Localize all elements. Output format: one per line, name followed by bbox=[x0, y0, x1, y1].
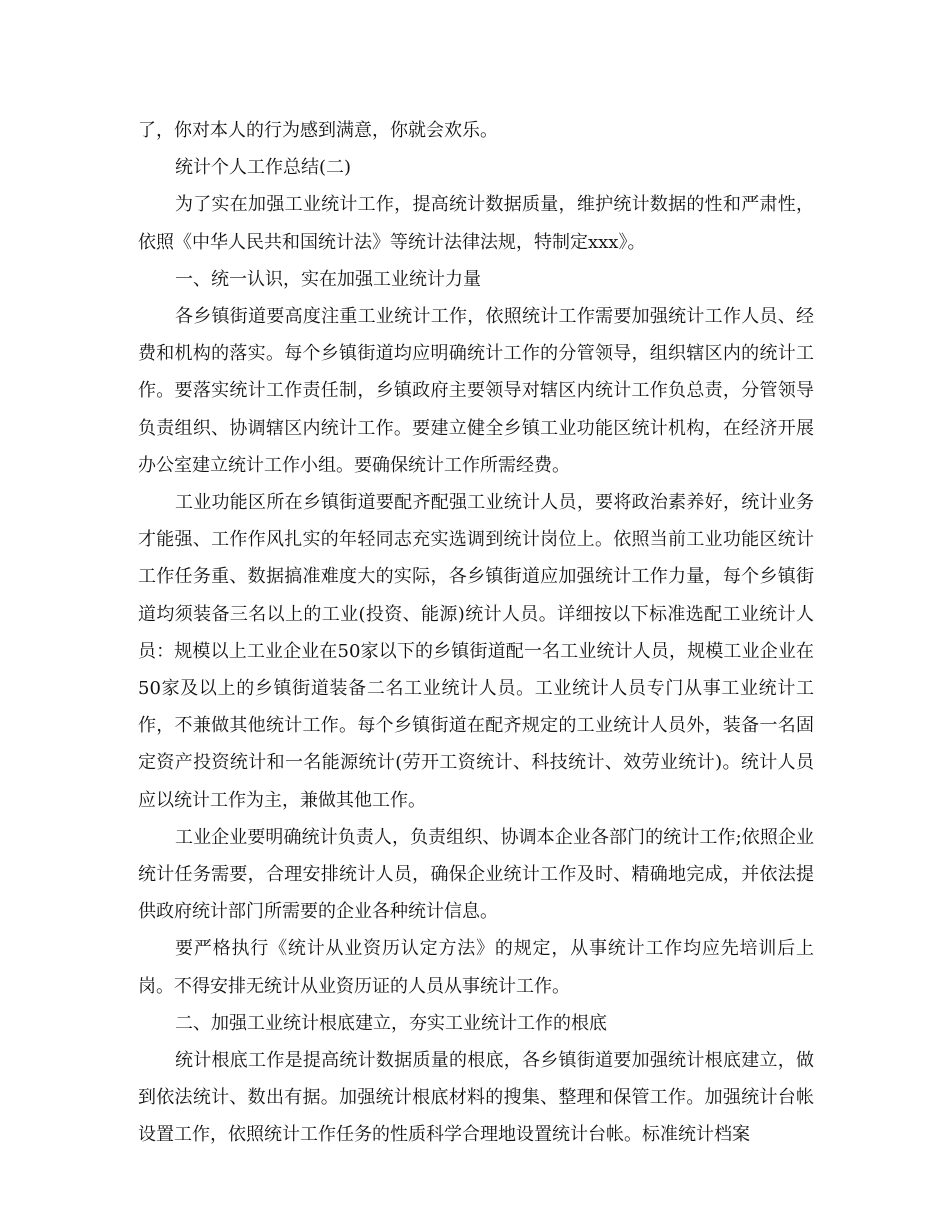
heading-section-two: 二、加强工业统计根底建立，夯实工业统计工作的根底 bbox=[175, 1012, 607, 1034]
paragraph-leadership: 各乡镇街道要高度注重工业统计工作，依照统计工作需要加强统计工作人员、经费和机构的落实。每个乡镇街道均应明确统计工作的分管领导，组织辖区内的统计工作。要落实统计工作责任制，乡镇政府主要领导对辖区内统计工作负总责，分管领导负责组织、协调辖区内统计工作。要建立健全乡镇工业功能区统计机构，在经济开展办公室建立统计工作小组。要确保统计工作所需经费。 bbox=[138, 306, 814, 476]
paragraph-enterprise: 工业企业要明确统计负责人，负责组织、协调本企业各部门的统计工作;依照企业统计任务需要，合理安排统计人员，确保企业统计工作及时、精确地完成，并依法提供政府统计部门所需要的企业各种统计信息。 bbox=[138, 826, 814, 923]
paragraph-foundation: 统计根底工作是提高统计数据质量的根底，各乡镇街道要加强统计根底建立，做到依法统计、数出有据。加强统计根底材料的搜集、整理和保管工作。加强统计台帐设置工作，依照统计工作任务的性质科学合理地设置统计台帐。标准统计档案 bbox=[138, 1050, 814, 1146]
heading-section-one: 一、统一认识，实在加强工业统计力量 bbox=[175, 268, 481, 290]
paragraph-continuation: 了，你对本人的行为感到满意，你就会欢乐。 bbox=[138, 120, 498, 141]
document-page bbox=[138, 112, 814, 1154]
paragraph-intro: 为了实在加强工业统计工作，提高统计数据质量，维护统计数据的性和严肃性，依照《中华人民共和国统计法》等统计法律法规，特制定xxx》。 bbox=[138, 194, 814, 253]
paragraph-staffing: 工业功能区所在乡镇街道要配齐配强工业统计人员，要将政治素养好，统计业务才能强、工作作风扎实的年轻同志充实选调到统计岗位上。依照当前工业功能区统计工作任务重、数据搞准难度大的实际，各乡镇街道应加强统计工作力量，每个乡镇街道均须装备三名以上的工业(投资、能源)统计人员。详细按以下标准选配工业统计人员：规模以上工业企业在50家以下的乡镇街道配一名工业统计人员，规模工业企业在50家及以上的乡镇街道装备二名工业统计人员。工业统计人员专门从事工业统计工作，不兼做其他统计工作。每个乡镇街道在配齐规定的工业统计人员外，装备一名固定资产投资统计和一名能源统计(劳开工资统计、科技统计、效劳业统计)。统计人员应以统计工作为主，兼做其他工作。 bbox=[138, 492, 814, 811]
paragraph-qualification: 要严格执行《统计从业资历认定方法》的规定，从事统计工作均应先培训后上岗。不得安排无统计从业资历证的人员从事统计工作。 bbox=[138, 938, 814, 997]
section-title: 统计个人工作总结(二) bbox=[175, 157, 352, 179]
